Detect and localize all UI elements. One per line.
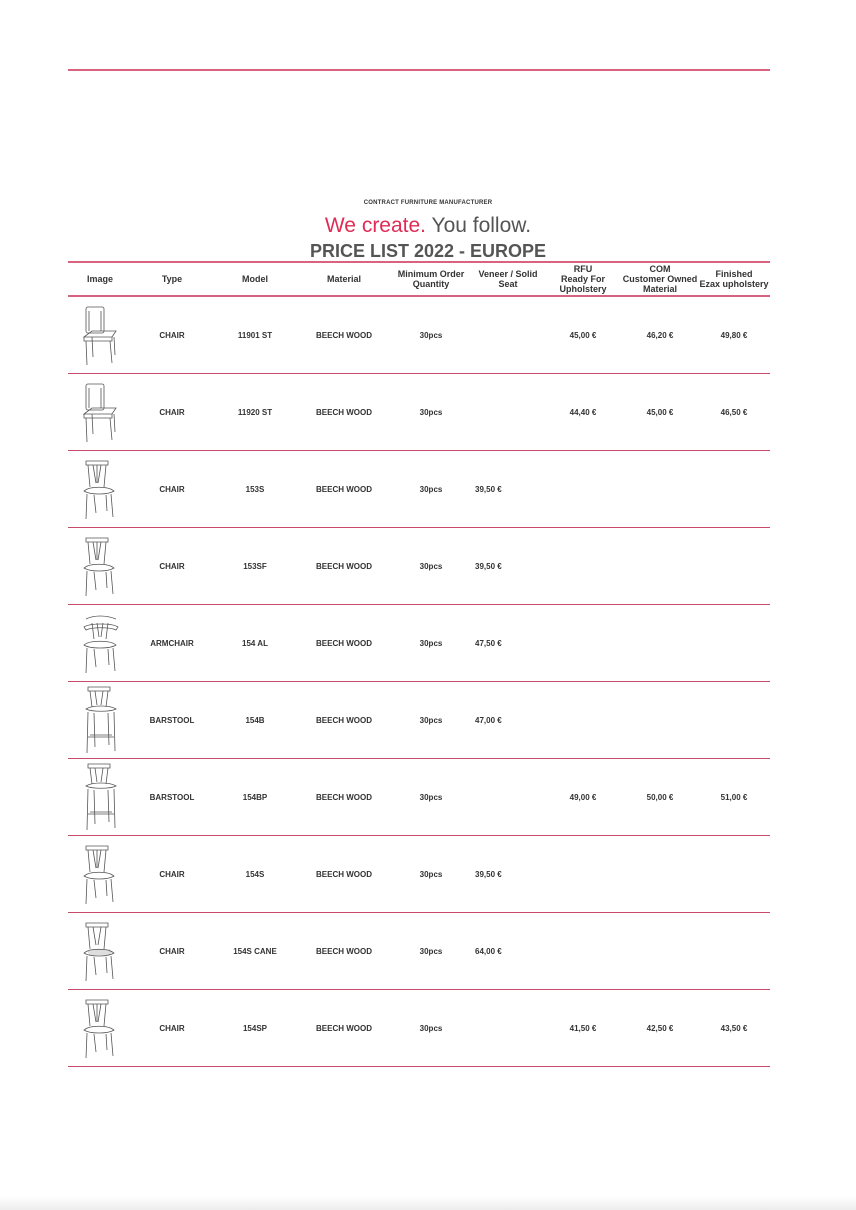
chair-image bbox=[68, 374, 132, 450]
col-image: Image bbox=[86, 274, 113, 284]
finished-price-cell bbox=[698, 913, 770, 989]
slogan-rest: You follow. bbox=[431, 214, 532, 237]
table-row bbox=[68, 990, 770, 1067]
manufacturer-tagline: CONTRACT FURNITURE MANUFACTURER bbox=[363, 200, 493, 206]
moq-cell: 30pcs bbox=[419, 869, 443, 879]
type-cell: CHAIR bbox=[159, 330, 185, 340]
veneer-price-cell bbox=[472, 374, 544, 450]
rfu-price-cell: 41,50 € bbox=[569, 1023, 597, 1033]
veneer-price-cell: 47,00 € bbox=[475, 715, 502, 725]
type-cell: BARSTOOL bbox=[149, 792, 195, 802]
col-finished-line1: Finished bbox=[715, 269, 753, 279]
table-row bbox=[68, 297, 770, 374]
type-cell: BARSTOOL bbox=[149, 715, 195, 725]
veneer-price-cell bbox=[472, 759, 544, 835]
chair-image bbox=[68, 836, 132, 912]
moq-cell: 30pcs bbox=[419, 715, 443, 725]
table-header bbox=[68, 261, 770, 297]
finished-price-cell: 43,50 € bbox=[720, 1023, 748, 1033]
finished-price-cell bbox=[698, 605, 770, 681]
col-moq bbox=[390, 263, 472, 295]
page-title: PRICE LIST 2022 - EUROPE bbox=[309, 241, 547, 261]
material-cell: BEECH WOOD bbox=[316, 946, 372, 956]
material-cell: BEECH WOOD bbox=[316, 869, 372, 879]
col-rfu-line2: Ready For bbox=[560, 274, 605, 284]
material-cell: BEECH WOOD bbox=[316, 330, 372, 340]
type-cell: CHAIR bbox=[159, 561, 185, 571]
barstool-icon bbox=[80, 685, 120, 755]
veneer-price-cell: 39,50 € bbox=[475, 484, 502, 494]
col-rfu bbox=[544, 263, 622, 295]
top-rule bbox=[68, 69, 770, 71]
model-cell: 153SF bbox=[243, 561, 267, 571]
com-price-cell bbox=[622, 528, 698, 604]
veneer-price-cell: 39,50 € bbox=[475, 561, 502, 571]
chair-image bbox=[68, 990, 132, 1066]
moq-cell: 30pcs bbox=[419, 792, 443, 802]
chair-upholstered-icon bbox=[80, 303, 120, 367]
material-cell: BEECH WOOD bbox=[316, 484, 372, 494]
table-row bbox=[68, 528, 770, 605]
finished-price-cell: 49,80 € bbox=[720, 330, 748, 340]
table-row bbox=[68, 605, 770, 682]
chair-bentwood-icon bbox=[80, 996, 120, 1060]
finished-price-cell bbox=[698, 451, 770, 527]
col-material: Material bbox=[326, 274, 361, 284]
moq-cell: 30pcs bbox=[419, 484, 443, 494]
chair-image bbox=[68, 605, 132, 681]
com-price-cell bbox=[622, 451, 698, 527]
chair-bentwood-icon bbox=[80, 842, 120, 906]
chair-image bbox=[68, 682, 132, 758]
chair-image bbox=[68, 528, 132, 604]
chair-image bbox=[68, 297, 132, 373]
type-cell: CHAIR bbox=[159, 1023, 185, 1033]
moq-cell: 30pcs bbox=[419, 1023, 443, 1033]
model-cell: 154B bbox=[245, 715, 265, 725]
com-price-cell bbox=[622, 682, 698, 758]
rfu-price-cell bbox=[544, 605, 622, 681]
model-cell: 154 AL bbox=[242, 638, 268, 648]
col-type: Type bbox=[161, 274, 183, 284]
rfu-price-cell: 45,00 € bbox=[569, 330, 597, 340]
rfu-price-cell bbox=[544, 913, 622, 989]
material-cell: BEECH WOOD bbox=[316, 638, 372, 648]
model-cell: 154BP bbox=[242, 792, 268, 802]
table-row bbox=[68, 374, 770, 451]
col-rfu-line1: RFU bbox=[573, 264, 593, 274]
chair-image bbox=[68, 913, 132, 989]
rfu-price-cell bbox=[544, 451, 622, 527]
rfu-price-cell bbox=[544, 682, 622, 758]
table-body bbox=[68, 297, 770, 1067]
armchair-icon bbox=[80, 611, 120, 675]
material-cell: BEECH WOOD bbox=[316, 561, 372, 571]
finished-price-cell: 51,00 € bbox=[720, 792, 748, 802]
moq-cell: 30pcs bbox=[419, 330, 443, 340]
com-price-cell: 42,50 € bbox=[646, 1023, 674, 1033]
price-table bbox=[68, 261, 770, 1067]
slogan bbox=[0, 214, 856, 238]
model-cell: 154S CANE bbox=[233, 946, 277, 956]
table-row bbox=[68, 682, 770, 759]
table-row bbox=[68, 836, 770, 913]
col-com-line2: Customer Owned bbox=[622, 274, 698, 284]
rfu-price-cell: 49,00 € bbox=[569, 792, 597, 802]
moq-cell: 30pcs bbox=[419, 407, 443, 417]
col-moq-line1: Minimum Order bbox=[397, 269, 465, 279]
col-moq-line2: Quantity bbox=[412, 279, 450, 289]
chair-bentwood-icon bbox=[80, 534, 120, 598]
table-row bbox=[68, 913, 770, 990]
barstool-icon bbox=[80, 762, 120, 832]
model-cell: 11920 ST bbox=[237, 407, 273, 417]
com-price-cell: 46,20 € bbox=[646, 330, 674, 340]
veneer-price-cell bbox=[472, 297, 544, 373]
chair-cane-icon bbox=[80, 919, 120, 983]
moq-cell: 30pcs bbox=[419, 638, 443, 648]
type-cell: CHAIR bbox=[159, 869, 185, 879]
material-cell: BEECH WOOD bbox=[316, 715, 372, 725]
com-price-cell bbox=[622, 913, 698, 989]
page-bottom-shade bbox=[0, 1196, 856, 1210]
chair-bentwood-icon bbox=[80, 457, 120, 521]
veneer-price-cell: 64,00 € bbox=[475, 946, 502, 956]
col-finished bbox=[698, 263, 770, 295]
finished-price-cell bbox=[698, 836, 770, 912]
material-cell: BEECH WOOD bbox=[316, 1023, 372, 1033]
com-price-cell bbox=[622, 836, 698, 912]
model-cell: 154SP bbox=[242, 1023, 268, 1033]
finished-price-cell bbox=[698, 528, 770, 604]
chair-image bbox=[68, 759, 132, 835]
model-cell: 153S bbox=[245, 484, 265, 494]
material-cell: BEECH WOOD bbox=[316, 792, 372, 802]
col-com bbox=[622, 263, 698, 295]
col-com-line3: Material bbox=[642, 284, 677, 294]
model-cell: 154S bbox=[245, 869, 265, 879]
rfu-price-cell: 44,40 € bbox=[569, 407, 597, 417]
slogan-accent: We create. bbox=[324, 214, 427, 237]
type-cell: CHAIR bbox=[159, 407, 185, 417]
col-model: Model bbox=[242, 274, 268, 284]
model-cell: 11901 ST bbox=[237, 330, 273, 340]
type-cell: CHAIR bbox=[159, 946, 185, 956]
veneer-price-cell: 47,50 € bbox=[475, 638, 502, 648]
chair-upholstered-icon bbox=[80, 380, 120, 444]
com-price-cell: 50,00 € bbox=[646, 792, 674, 802]
rfu-price-cell bbox=[544, 528, 622, 604]
com-price-cell: 45,00 € bbox=[646, 407, 674, 417]
col-com-line1: COM bbox=[649, 264, 671, 274]
table-row bbox=[68, 451, 770, 528]
chair-image bbox=[68, 451, 132, 527]
table-row bbox=[68, 759, 770, 836]
finished-price-cell bbox=[698, 682, 770, 758]
moq-cell: 30pcs bbox=[419, 561, 443, 571]
rfu-price-cell bbox=[544, 836, 622, 912]
veneer-price-cell bbox=[472, 990, 544, 1066]
type-cell: CHAIR bbox=[159, 484, 185, 494]
col-veneer bbox=[472, 263, 544, 295]
com-price-cell bbox=[622, 605, 698, 681]
material-cell: BEECH WOOD bbox=[316, 407, 372, 417]
veneer-price-cell: 39,50 € bbox=[475, 869, 502, 879]
col-rfu-line3: Upholstery bbox=[559, 284, 607, 294]
col-veneer-line2: Seat bbox=[498, 279, 518, 289]
col-veneer-line1: Veneer / Solid bbox=[478, 269, 538, 279]
finished-price-cell: 46,50 € bbox=[720, 407, 748, 417]
col-finished-line2: Ezax upholstery bbox=[699, 279, 769, 289]
type-cell: ARMCHAIR bbox=[150, 638, 194, 648]
moq-cell: 30pcs bbox=[419, 946, 443, 956]
